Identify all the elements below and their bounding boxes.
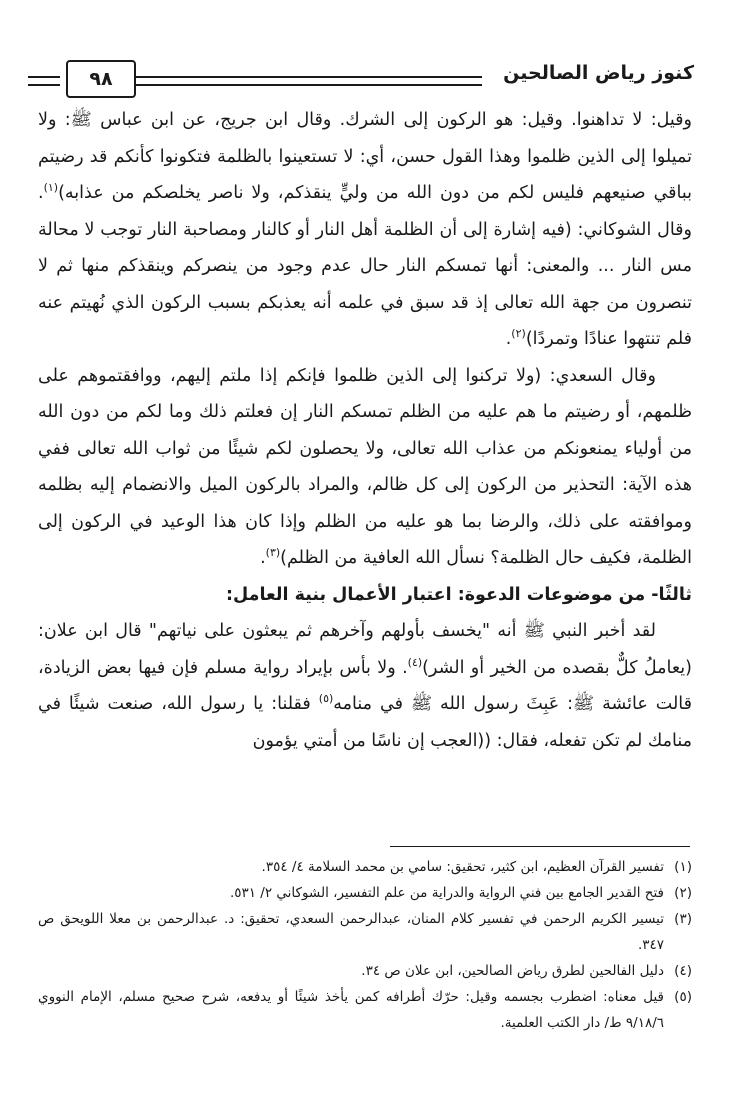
paragraph-2: وقال السعدي: (ولا تركنوا إلى الذين ظلموا فإنكم إذا ملتم إليهم، ووافقتموهم على ظلمهم، أو رضيتم ما هم عليه من الظلم تمسكم النار إن فعلتم ذلك وما لكم من دون الله من أولياء يمنعونكم من عذاب الله تعالى، ولا يحصلون لكم شيئًا من ثواب الله تعالى ففي هذه الآية: التحذير من الركون إلى كل ظالم، والمراد بالركون الميل والانضمام إليه بظلمه وموافقته على ذلك، والرضا بما هو عليه من الظلم وإذا كان هذا الوعيد في الركون إلى الظلمة، فكيف حال الظلمة؟ نسأل الله العافية من الظلم)$^{(٣)}$.	[38, 365, 692, 568]
para2-text: وقال السعدي: (ولا تركنوا إلى الذين ظلموا فإنكم إذا ملتم إليهم، ووافقتموهم على ظلمهم، أو رضيتم ما هم عليه من الظلم تمسكم النار إن فعلتم ذلك وما لكم من دون الله من أولياء يمنعونكم من عذاب الله تعالى، ولا يحصلون لكم شيئًا من ثواب الله تعالى ففي هذه الآية: التحذير من الركون إلى كل ظالم، والمراد بالركون الميل والانضمام إليه بظلمه وموافقته على ذلك، والرضا بما هو عليه من الظلم وإذا كان هذا الوعيد في الركون إلى الظلمة، فكيف حال الظلمة؟ نسأل الله العافية من الظلم)	[38, 365, 692, 568]
footnote-number: (٤)	[674, 963, 692, 979]
footnote-number: (١)	[674, 859, 692, 875]
footnote-ref-1: (١)	[43, 181, 59, 195]
footnote-text: دليل الفالحين لطرق رياض الصالحين، ابن علان ص ٣٤.	[361, 963, 664, 979]
footnote-text: قيل معناه: اضطرب بجسمه وقيل: حرّك أطرافه كمن يأخذ شيئًا أو يدفعه، شرح صحيح مسلم، الإمام النووي ٩/١٨/٦ ط/ دار الكتب العلمية.	[38, 989, 664, 1031]
page-number: ٩٨	[66, 60, 136, 98]
footnote-ref-5: (٥)	[318, 692, 334, 706]
footnote-1	[38, 854, 692, 880]
footnote-4	[38, 958, 692, 984]
para1-text: وقيل: لا تداهنوا. وقيل: هو الركون إلى الشرك. وقال ابن جريج، عن ابن عباس ﷺ: ولا تميلوا إلى الذين ظلموا وهذا القول حسن، أي: لا تستعينوا بالظلمة فتكونوا كأنكم قد رضيتم بباقي صنيعهم فليس لكم من دون الله من وليٍّ ينقذكم، ولا ناصر يخلصكم من عذابه)	[38, 110, 692, 203]
footnote-5	[38, 984, 692, 1036]
main-text	[38, 102, 692, 759]
header-rule-left	[28, 76, 60, 86]
para1-continuation: . وقال الشوكاني: (فيه إشارة إلى أن الظلمة أهل النار أو كالنار ومصاحبة النار توجب لا محالة مس النار ... والمعنى: أنها تمسكم النار حال عدم وجود من ينصركم وينقذكم منها ثم لا تنصرون من جهة الله تعالى إذ قد سبق في علمه أنه يعذبكم بسبب الركون الذي نُهيتم عنه فلم تنتهوا عنادًا وتمردًا)	[38, 183, 692, 349]
footnote-number: (٥)	[674, 989, 692, 1005]
footnote-number: (٢)	[674, 885, 692, 901]
footnote-text: فتح القدير الجامع بين فني الرواية والدراية من علم التفسير، الشوكاني ٢/ ٥٣١.	[229, 885, 664, 901]
para3-text: لقد أخبر النبي ﷺ أنه "يخسف بأولهم وآخرهم ثم يبعثون على نياتهم" قال ابن علان: (يعاملُ كلٌّ بقصده من الخير أو الشر)	[38, 621, 692, 678]
footnote-separator	[390, 846, 690, 847]
book-title: كنوز رياض الصالحين	[503, 62, 694, 84]
paragraph-1: وقيل: لا تداهنوا. وقيل: هو الركون إلى الشرك. وقال ابن جريج، عن ابن عباس ﷺ: ولا تميلوا إلى الذين ظلموا وهذا القول حسن، أي: لا تستعينوا بالظلمة فتكونوا كأنكم قد رضيتم بباقي صنيعهم فليس لكم من دون الله من وليٍّ ينقذكم، ولا ناصر يخلصكم من عذابه)$^{(١)}$. وقال الشوكاني: (فيه إشارة إلى أن الظلمة أهل النار أو كالنار ومصاحبة النار توجب لا محالة مس النار ... والمعنى: أنها تمسكم النار حال عدم وجود من ينصركم وينقذكم منها ثم لا تنصرون من جهة الله تعالى إذ قد سبق في علمه أنه يعذبكم بسبب الركون الذي نُهيتم عنه فلم تنتهوا عنادًا وتمردًا)$^{(٢)}$.	[38, 110, 692, 349]
footnote-ref-2: (٢)	[511, 327, 526, 341]
footnote-text: تفسير القرآن العظيم، ابن كثير، تحقيق: سامي بن محمد السلامة ٤/ ٣٥٤.	[261, 859, 664, 875]
para3-continuation: . ولا بأس بإيراد رواية مسلم فإن فيها بعض الزيادة، قالت عائشة ﷺ: عَبِثَ رسول الله ﷺ في منامه	[38, 657, 693, 714]
footnote-3	[38, 906, 692, 958]
section-heading: ثالثًا- من موضوعات الدعوة: اعتبار الأعمال بنية العامل:	[226, 584, 692, 605]
footnote-ref-3: (٣)	[265, 546, 281, 560]
footnotes	[38, 854, 692, 1036]
page-header	[28, 58, 694, 98]
footnote-ref-4: (٤)	[407, 655, 423, 669]
footnote-text: تيسير الكريم الرحمن في تفسير كلام المنان، عبدالرحمن السعدي، تحقيق: د. عبدالرحمن بن معلا اللويحق ص ٣٤٧.	[38, 911, 664, 953]
footnote-number: (٣)	[674, 911, 692, 927]
para3-continuation-2: فقلنا: يا رسول الله، صنعت شيئًا في منامك لم تكن تفعله، فقال: ((العجب إن ناسًا من أمتي يؤمون	[38, 694, 692, 751]
paragraph-3	[38, 613, 692, 759]
footnote-2	[38, 880, 692, 906]
header-rule	[122, 76, 482, 86]
